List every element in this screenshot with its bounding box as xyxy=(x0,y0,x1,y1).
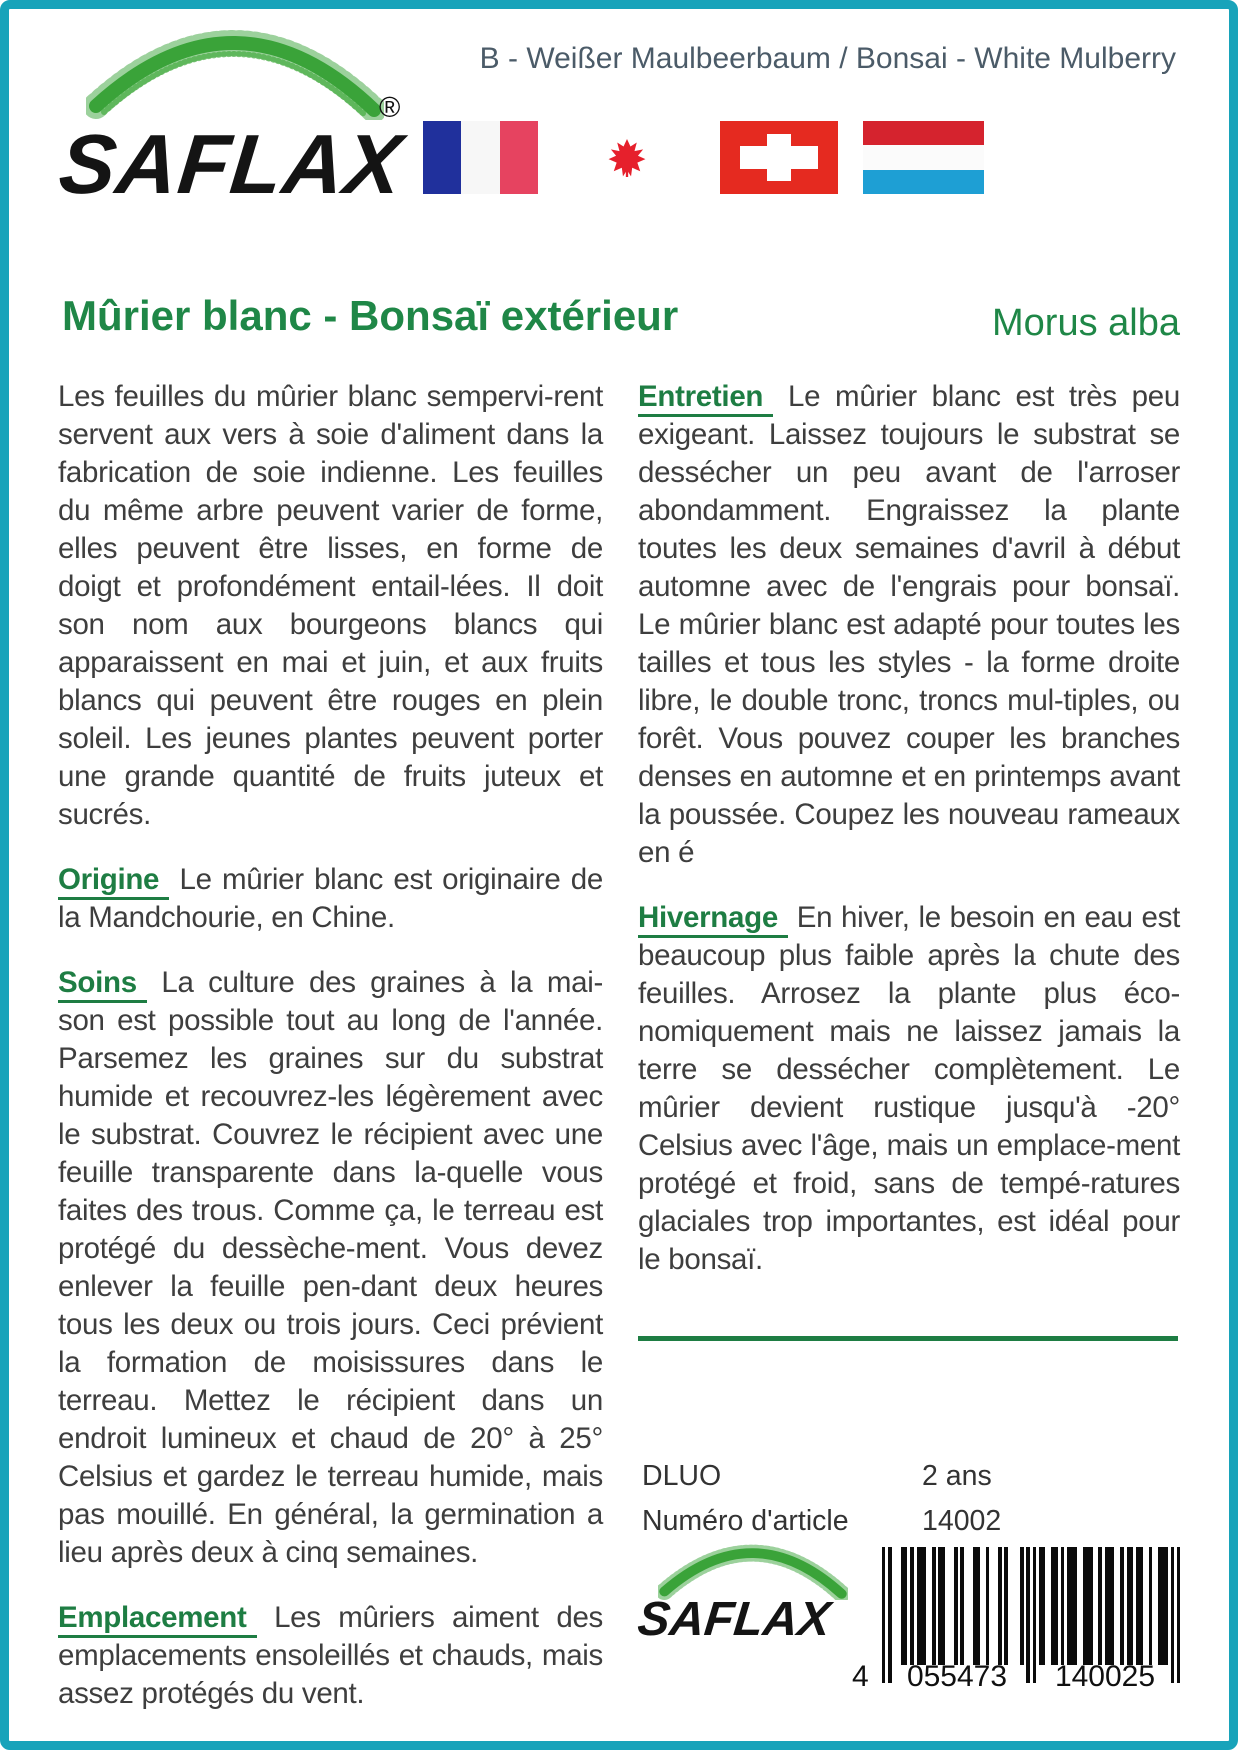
saflax-logo-text: SAFLAX xyxy=(55,117,407,211)
swiss-cross-horizontal xyxy=(740,146,818,169)
dluo-label: DLUO xyxy=(642,1460,722,1492)
france-blue-stripe xyxy=(423,121,461,194)
right-text-column xyxy=(638,378,1180,1306)
france-red-stripe xyxy=(500,121,538,194)
saflax-logo-text-small: SAFLAX xyxy=(635,1593,833,1646)
maple-leaf-icon xyxy=(608,137,646,179)
hivernage-section xyxy=(638,899,1180,1279)
luxembourg-flag-icon xyxy=(863,121,984,194)
left-text-column xyxy=(58,378,603,1740)
article-number-label: Numéro d'article xyxy=(642,1505,849,1537)
barcode-digits-group1: 055473 xyxy=(906,1660,1008,1693)
luxembourg-blue-stripe xyxy=(863,170,984,194)
article-number-value: 14002 xyxy=(922,1505,1002,1537)
emplacement-text: Les mûriers aiment des emplacements ensoleillés et chauds, mais assez protégés du vent. xyxy=(58,1601,603,1710)
emplacement-heading: Emplacement xyxy=(58,1601,257,1638)
footer-divider xyxy=(638,1336,1178,1341)
saflax-arc-icon xyxy=(86,28,384,120)
origine-heading: Origine xyxy=(58,863,169,900)
page-title: Mûrier blanc - Bonsaï extérieur xyxy=(62,292,679,340)
entretien-text: Le mûrier blanc est très peu exigeant. Laissez toujours le substrat se dessécher un peu avant de l'arroser abondamment. Engraissez la plante toutes les deux semaines d'avril à début automne avec de l'engrais pour bonsaï. Le mûrier blanc est adapté pour toutes les tailles et tous les styles - la forme droite libre, le double tronc, troncs mul-tiples, ou forêt. Vous pouvez couper les branches denses en automne et en printemps avant la poussée. Coupez les nouveau rameaux en é xyxy=(638,380,1180,869)
emplacement-section xyxy=(58,1599,603,1713)
dluo-value: 2 ans xyxy=(922,1460,992,1492)
ean13-barcode xyxy=(852,1547,1180,1693)
soins-heading: Soins xyxy=(58,966,147,1003)
soins-text: La culture des graines à la mai-son est possible tout au long de l'année. Parsemez les graines sur du substrat humide et recouvrez-les légèrement avec le substrat. Couvrez le récipient avec une feuille transparente dans la-quelle vous faites des trous. Comme ça, le terreau est protégé du dessèche-ment. Vous devez enlever la feuille pen-dant deux heures tous les deux ou trois jours. Ceci prévient la formation de moisissures dans le terreau. Mettez le récipient dans un endroit lumineux et chaud de 20° à 25° Celsius et gardez le terreau humide, mais pas mouillé. En général, la germination a lieu après deux à cinq semaines. xyxy=(58,966,603,1569)
hivernage-text: En hiver, le besoin en eau est beaucoup plus faible après la chute des feuilles. Arrosez la plante plus éco-nomiquement mais ne laissez jamais la terre se dessécher complètement. Le mûrier devient rustique jusqu'à -20° Celsius avec l'âge, mais un emplace-ment protégé et froid, sans de tempé-ratures glaciales trop importantes, est idéal pour le bonsaï. xyxy=(638,901,1181,1276)
botanical-name: Morus alba xyxy=(992,302,1180,344)
origine-section xyxy=(58,861,603,937)
entretien-heading: Entretien xyxy=(638,380,773,417)
barcode-digit-left: 4 xyxy=(852,1660,869,1693)
soins-section xyxy=(58,964,603,1572)
barcode-digits-group2: 140025 xyxy=(1054,1660,1156,1693)
entretien-section xyxy=(638,378,1180,872)
france-white-stripe xyxy=(461,121,499,194)
product-line-title: B - Weißer Maulbeerbaum / Bonsai - White Mulberry xyxy=(479,42,1176,75)
intro-text: Les feuilles du mûrier blanc sempervi-rent servent aux vers à soie d'aliment dans la fabrication de soie indienne. Les feuilles du même arbre peuvent varier de forme, elles peuvent être lisses, en forme de doigt et profondément entail-lées. Il doit son nom aux bourgeons blancs qui apparaissent en mai et juin, et aux fruits blancs qui peuvent être rouges en plein soleil. Les jeunes plantes peuvent porter une grande quantité de fruits juteux et sucrés. xyxy=(58,380,603,831)
registered-trademark-icon: ® xyxy=(379,92,401,124)
origine-text: Le mûrier blanc est originaire de la Mandchourie, en Chine. xyxy=(58,863,604,934)
canada-white-field xyxy=(575,121,678,194)
france-flag-icon xyxy=(423,121,538,194)
switzerland-flag-icon xyxy=(720,121,838,194)
intro-paragraph xyxy=(58,378,603,834)
luxembourg-white-stripe xyxy=(863,145,984,169)
hivernage-heading: Hivernage xyxy=(638,901,788,938)
luxembourg-red-stripe xyxy=(863,121,984,145)
canada-flag-icon xyxy=(575,121,678,194)
